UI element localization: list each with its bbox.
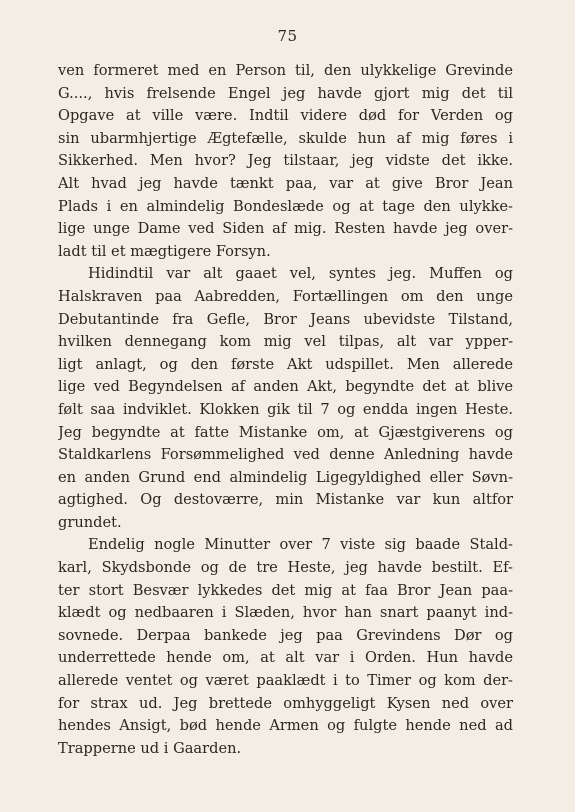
text-line: hendes Ansigt, bød hende Armen og fulgte hende ned ad [58,717,513,735]
text-line: sovnede. Derpaa bankede jeg paa Grevindens Dør og [58,626,513,644]
text-line: ven formeret med en Person til, den ulykkelige Grevinde [58,62,513,79]
text-line: sin ubarmhjertige Ægtefælle, skulde hun af mig føres i [58,129,513,147]
text-line: karl, Skydsbonde og de tre Heste, jeg havde bestilt. Ef- [58,559,513,577]
text-line: en anden Grund end almindelig Ligegyldighed eller Søvn- [58,468,513,486]
text-line: G...., hvis frelsende Engel jeg havde gjort mig det til [58,84,513,102]
text-line: grundet. [58,513,122,531]
text-line: lige unge Dame ved Siden af mig. Resten havde jeg over- [58,220,513,238]
text-line: Debutantinde fra Gefle, Bror Jeans ubevidste Tilstand, [58,310,513,328]
text-line: ladt til et mægtigere Forsyn. [58,242,271,260]
page-number: 75 [277,27,298,45]
text-line: ligt anlagt, og den første Akt udspillet. Men allerede [58,355,513,373]
paragraph-start-line: Endelig nogle Minutter over 7 viste sig baade Stald- [88,536,513,554]
text-line: Sikkerhed. Men hvor? Jeg tilstaar, jeg vidste det ikke. [58,152,513,170]
text-line: Jeg begyndte at fatte Mistanke om, at Gjæstgiverens og [58,423,513,441]
text-line: lige ved Begyndelsen af anden Akt, begyndte det at blive [58,378,513,396]
text-line: Trapperne ud i Gaarden. [58,739,242,757]
text-line: klædt og nedbaaren i Slæden, hvor han snart paanyt ind- [58,604,513,622]
text-line: allerede ventet og været paaklædt i to Timer og kom der- [58,672,513,690]
text-line: hvilken dennegang kom mig vel tilpas, alt var ypper- [58,333,513,351]
text-line: Opgave at ville være. Indtil videre død for Verden og [58,107,513,125]
text-line: Staldkarlens Forsømmelighed ved denne Anledning havde [58,446,513,464]
text-line: for strax ud. Jeg brettede omhyggeligt Kysen ned over [58,694,513,712]
text-line: agtighed. Og destoværre, min Mistanke var kun altfor [58,491,513,509]
body-text [58,60,513,760]
text-line: Halskraven paa Aabredden, Fortællingen om den unge [58,287,513,305]
paragraph-start-line: Hidindtil var alt gaaet vel, syntes jeg. Muffen og [88,265,513,283]
text-line: Plads i en almindelig Bondeslæde og at tage den ulykke- [58,197,513,215]
text-line: underrettede hende om, at alt var i Orden. Hun havde [58,649,513,667]
text-line: Alt hvad jeg havde tænkt paa, var at give Bror Jean [58,174,513,192]
text-line: følt saa indviklet. Klokken gik til 7 og endda ingen Heste. [58,400,513,418]
text-line: ter stort Besvær lykkedes det mig at faa Bror Jean paa- [58,581,513,599]
